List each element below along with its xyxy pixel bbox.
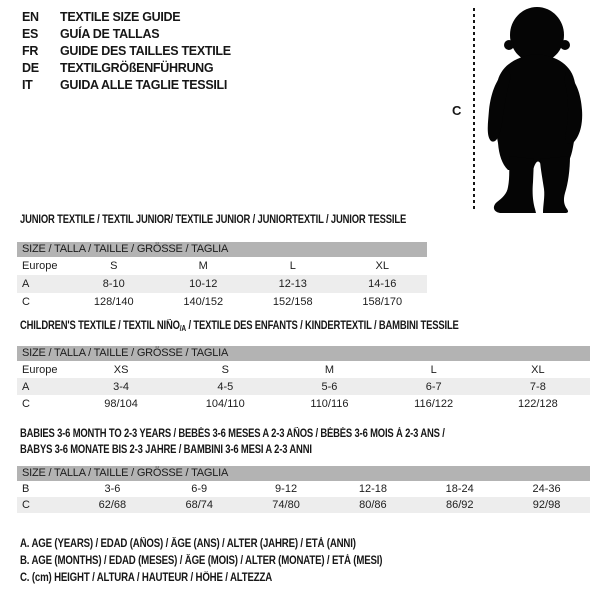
row-label: C: [22, 397, 30, 410]
table-row: [17, 481, 590, 497]
row-label: A: [22, 278, 30, 290]
babies-section-heading: [20, 426, 445, 458]
footnotes: [20, 536, 451, 587]
row-label: A: [22, 380, 30, 393]
table-row: [17, 293, 427, 311]
language-code: IT: [22, 78, 33, 92]
babies-heading-line1: BABIES 3-6 MONTH TO 2-3 YEARS / BEBÉS 3-6 MESES A 2-3 AÑOS / BÉBÉS 3-6 MOIS À 2-3 ANS /: [20, 428, 445, 440]
language-code: DE: [22, 61, 39, 75]
size-cell: 122/128: [517, 397, 558, 410]
size-cell: 104/110: [205, 397, 245, 410]
size-cell: 140/152: [183, 296, 224, 308]
language-row: [22, 43, 231, 60]
size-cell: M: [324, 363, 335, 376]
size-cell: 12-18: [358, 483, 387, 495]
size-cell: 24-36: [532, 483, 561, 495]
footnote-b: B. AGE (MONTHS) / EDAD (MESES) / ÂGE (MOIS) / ALTER (MONATE) / ETÀ (MESI): [20, 555, 383, 567]
size-cell: 92/98: [532, 499, 561, 511]
size-cell: 5-6: [321, 380, 338, 393]
size-cell: 7-8: [529, 380, 546, 393]
row-label: Europe: [22, 363, 58, 376]
row-label: C: [22, 296, 30, 308]
height-measure-line: [473, 8, 475, 211]
guide-title: GUIDA ALLE TAGLIE TESSILI: [60, 78, 228, 92]
guide-title: GUIDE DES TAILLES TEXTILE: [60, 44, 231, 58]
guide-title: TEXTILGRÖßENFÜHRUNG: [60, 61, 214, 75]
guide-title: GUÍA DE TALLAS: [60, 27, 160, 41]
size-cell: XS: [113, 363, 129, 376]
children-heading-rest: / TEXTILE DES ENFANTS / KINDERTEXTIL / BAMBINI TESSILE: [185, 320, 459, 332]
language-row: [22, 60, 231, 77]
children-section-heading: [20, 320, 459, 333]
size-cell: 3-6: [104, 483, 121, 495]
baby-silhouette-icon: [483, 4, 593, 216]
language-row: [22, 26, 231, 43]
size-cell: 116/122: [414, 397, 454, 410]
size-cell: 6-7: [425, 380, 442, 393]
children-heading-sub: /A: [179, 324, 186, 333]
size-cell: 6-9: [191, 483, 208, 495]
size-cell: 3-4: [113, 380, 130, 393]
children-size-table: [17, 346, 590, 412]
language-row: [22, 77, 231, 94]
size-cell: M: [198, 260, 208, 272]
footnote-a: A. AGE (YEARS) / EDAD (AÑOS) / ÂGE (ANS) / ALTER (JAHRE) / ETÀ (ANNI): [20, 538, 356, 550]
table-header-bar: SIZE / TALLA / TAILLE / GRÖSSE / TAGLIA: [17, 242, 427, 257]
guide-title: TEXTILE SIZE GUIDE: [60, 10, 181, 24]
size-cell: S: [110, 260, 118, 272]
row-label: B: [22, 483, 30, 495]
babies-size-table: [17, 466, 590, 513]
size-cell: L: [430, 363, 437, 376]
children-table: [17, 361, 590, 412]
babies-table: [17, 481, 590, 513]
junior-section-heading: JUNIOR TEXTILE / TEXTIL JUNIOR/ TEXTILE JUNIOR / JUNIORTEXTIL / JUNIOR TESSILE: [20, 214, 407, 226]
size-cell: 62/68: [98, 499, 127, 511]
table-row: [17, 378, 590, 395]
babies-heading-line2: BABYS 3-6 MONATE BIS 2-3 JAHRE / BAMBINI 3-6 MESI A 2-3 ANNI: [20, 444, 312, 456]
size-cell: 128/140: [93, 296, 134, 308]
table-row: [17, 275, 427, 293]
children-heading-main: CHILDREN'S TEXTILE / TEXTIL NIÑO: [20, 320, 180, 332]
table-row: [17, 257, 427, 275]
language-code: EN: [22, 10, 39, 24]
size-cell: XL: [531, 363, 545, 376]
size-cell: 14-16: [368, 278, 397, 290]
language-code: ES: [22, 27, 39, 41]
language-legend: [22, 9, 231, 94]
size-cell: 4-5: [217, 380, 234, 393]
height-measure-label: C: [452, 103, 462, 118]
size-cell: S: [221, 363, 229, 376]
junior-size-table: [17, 242, 427, 311]
size-cell: 110/116: [310, 397, 349, 410]
size-cell: 86/92: [445, 499, 474, 511]
size-cell: 68/74: [185, 499, 213, 511]
size-cell: 98/104: [104, 397, 138, 410]
table-row: [17, 361, 590, 378]
size-cell: XL: [375, 260, 389, 272]
size-cell: 8-10: [102, 278, 125, 290]
row-label: Europe: [22, 260, 58, 272]
language-row: [22, 9, 231, 26]
size-cell: 9-12: [275, 483, 298, 495]
size-cell: 12-13: [278, 278, 307, 290]
table-row: [17, 497, 590, 513]
size-cell: 18-24: [445, 483, 474, 495]
size-cell: 10-12: [189, 278, 218, 290]
size-cell: 158/170: [362, 296, 403, 308]
language-code: FR: [22, 44, 39, 58]
footnote-c: C. (cm) HEIGHT / ALTURA / HAUTEUR / HÖHE / ALTEZZA: [20, 572, 273, 584]
table-row: [17, 395, 590, 412]
table-header-bar: SIZE / TALLA / TAILLE / GRÖSSE / TAGLIA: [17, 346, 590, 361]
table-header-bar: SIZE / TALLA / TAILLE / GRÖSSE / TAGLIA: [17, 466, 590, 481]
size-cell: L: [289, 260, 296, 272]
size-cell: 80/86: [359, 499, 387, 511]
size-cell: 74/80: [272, 499, 300, 511]
row-label: C: [22, 499, 30, 511]
junior-table: [17, 257, 427, 311]
size-cell: 152/158: [272, 296, 313, 308]
